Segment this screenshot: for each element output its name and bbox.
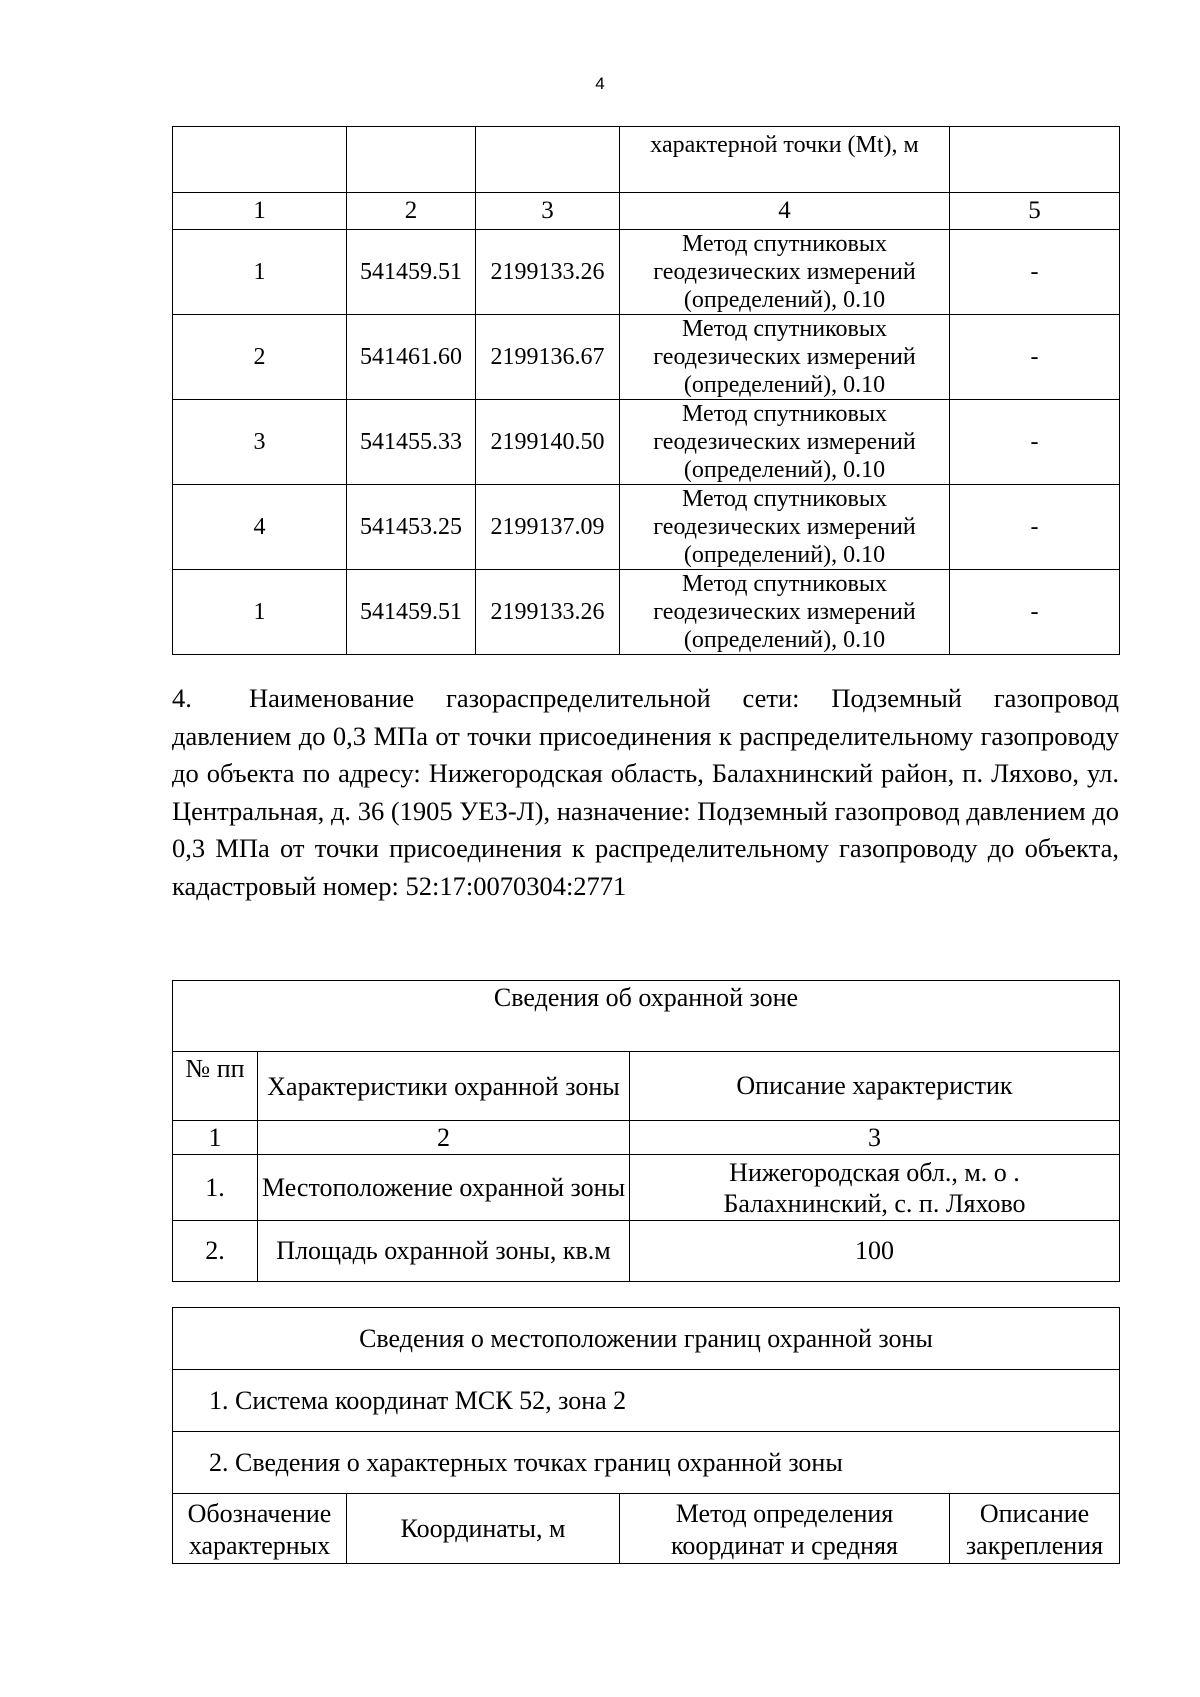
- page-number: 4: [595, 74, 605, 93]
- row-number: 1.: [173, 1155, 258, 1221]
- column-number-row: [173, 1121, 1120, 1155]
- header-description: Описание характеристик: [630, 1052, 1120, 1121]
- fixing-description: -: [950, 400, 1120, 485]
- header-cell-empty: [950, 127, 1120, 193]
- row-number: 2.: [173, 1221, 258, 1282]
- point-designation: 1: [173, 570, 347, 655]
- method-line: геодезических измерений: [653, 599, 916, 625]
- table-row: [173, 230, 1120, 315]
- table-header-row: [173, 1052, 1120, 1121]
- header-cell-method-fragment: характерной точки (Mt), м: [620, 127, 950, 193]
- point-designation: 3: [173, 400, 347, 485]
- method-cell: [620, 230, 950, 315]
- description-line: Балахнинский, с. п. Ляхово: [723, 1188, 1026, 1218]
- section-paragraph: [172, 680, 1119, 905]
- table-row: [173, 1221, 1120, 1282]
- method-line: геодезических измерений: [653, 514, 916, 540]
- characteristic-name: Площадь охранной зоны, кв.м: [258, 1221, 630, 1282]
- coordinate-y: 2199133.26: [476, 570, 620, 655]
- coordinate-y: 2199140.50: [476, 400, 620, 485]
- table-row: [173, 485, 1120, 570]
- characteristic-points-caption: 2. Сведения о характерных точках границ охранной зоны: [173, 1432, 1120, 1494]
- coordinate-x: 541461.60: [347, 315, 476, 400]
- column-number: 4: [620, 193, 950, 230]
- column-number: 5: [950, 193, 1120, 230]
- characteristic-name: Местоположение охранной зоны: [258, 1155, 630, 1221]
- header-number: № пп: [173, 1052, 258, 1121]
- table-row: [173, 1155, 1120, 1221]
- coordinate-x: 541453.25: [347, 485, 476, 570]
- description-line: Нижегородская обл., м. о .: [729, 1157, 1020, 1187]
- method-line: (определений), 0.10: [683, 627, 886, 653]
- fixing-description: -: [950, 315, 1120, 400]
- method-cell: [620, 315, 950, 400]
- method-line: (определений), 0.10: [683, 287, 886, 313]
- header-line: характерных: [188, 1531, 331, 1560]
- fixing-description: -: [950, 570, 1120, 655]
- protected-zone-info-table: [172, 980, 1120, 1282]
- table-title: Сведения об охранной зоне: [173, 981, 1120, 1052]
- method-cell: [620, 400, 950, 485]
- column-number: 2: [258, 1121, 630, 1155]
- header-line: координат и средняя: [671, 1531, 898, 1560]
- description-line: 100: [855, 1236, 894, 1265]
- fixing-description: -: [950, 230, 1120, 315]
- coordinate-y: 2199133.26: [476, 230, 620, 315]
- table-header-row: [173, 1494, 1120, 1564]
- table-title: Сведения о местоположении границ охранной зоны: [173, 1308, 1120, 1370]
- method-line: (определений), 0.10: [683, 372, 886, 398]
- point-designation: 1: [173, 230, 347, 315]
- header-cell-empty: [476, 127, 620, 193]
- section-number: 4.: [172, 683, 192, 713]
- coordinate-system: 1. Система координат МСК 52, зона 2: [173, 1370, 1120, 1432]
- point-designation: 4: [173, 485, 347, 570]
- table-row: [173, 315, 1120, 400]
- header-cell-empty: [173, 127, 347, 193]
- coordinates-table-continued: [172, 126, 1120, 655]
- column-number: 3: [630, 1121, 1120, 1155]
- coordinate-y: 2199136.67: [476, 315, 620, 400]
- method-line: Метод спутниковых: [682, 486, 887, 512]
- coordinate-y: 2199137.09: [476, 485, 620, 570]
- header-description: [950, 1494, 1120, 1564]
- coordinate-x: 541459.51: [347, 570, 476, 655]
- header-cell-empty: [347, 127, 476, 193]
- method-line: Метод спутниковых: [682, 316, 887, 342]
- column-number: 1: [173, 1121, 258, 1155]
- method-line: Метод спутниковых: [682, 231, 887, 257]
- table-header-row: [173, 127, 1120, 193]
- table-title-row: [173, 1308, 1120, 1370]
- characteristic-description: [630, 1221, 1120, 1282]
- column-number: 3: [476, 193, 620, 230]
- point-designation: 2: [173, 315, 347, 400]
- method-line: Метод спутниковых: [682, 571, 887, 597]
- header-line: Метод определения: [675, 1499, 894, 1528]
- header-method: [620, 1494, 950, 1564]
- header-coordinates: Координаты, м: [347, 1494, 620, 1564]
- coordinate-system-row: [173, 1370, 1120, 1432]
- header-characteristic: Характеристики охранной зоны: [258, 1052, 630, 1121]
- header-line: закрепления: [965, 1531, 1104, 1560]
- zone-boundaries-table: [172, 1307, 1120, 1564]
- method-line: Метод спутниковых: [682, 401, 887, 427]
- header-line: Обозначение: [187, 1499, 332, 1528]
- table-row: [173, 570, 1120, 655]
- characteristic-description: [630, 1155, 1120, 1221]
- header-designation: [173, 1494, 347, 1564]
- method-line: геодезических измерений: [653, 344, 916, 370]
- table-title-row: [173, 981, 1120, 1052]
- characteristic-points-row: [173, 1432, 1120, 1494]
- method-line: геодезических измерений: [653, 429, 916, 455]
- column-number: 1: [173, 193, 347, 230]
- method-line: геодезических измерений: [653, 259, 916, 285]
- coordinate-x: 541455.33: [347, 400, 476, 485]
- header-line: Описание: [979, 1499, 1090, 1528]
- method-line: (определений), 0.10: [683, 457, 886, 483]
- column-number-row: [173, 193, 1120, 230]
- method-cell: [620, 485, 950, 570]
- coordinate-x: 541459.51: [347, 230, 476, 315]
- table-row: [173, 400, 1120, 485]
- method-line: (определений), 0.10: [683, 542, 886, 568]
- method-cell: [620, 570, 950, 655]
- column-number: 2: [347, 193, 476, 230]
- section-text: Наименование газораспределительной сети: Подземный газопровод давлением до 0,3 МПа от точки присоединения к распределительному газопроводу до объекта по адресу: Нижегородская область, Балахнинский район, п. Ляхово, ул. Центральная, д. 36 (1905 УЕЗ-Л), назначение: Подземный газопровод давлением до 0,3 МПа от точки присоединения к распределительному газопроводу до объекта, кадастровый номер: 52:17:0070304:2771: [172, 683, 1119, 901]
- fixing-description: -: [950, 485, 1120, 570]
